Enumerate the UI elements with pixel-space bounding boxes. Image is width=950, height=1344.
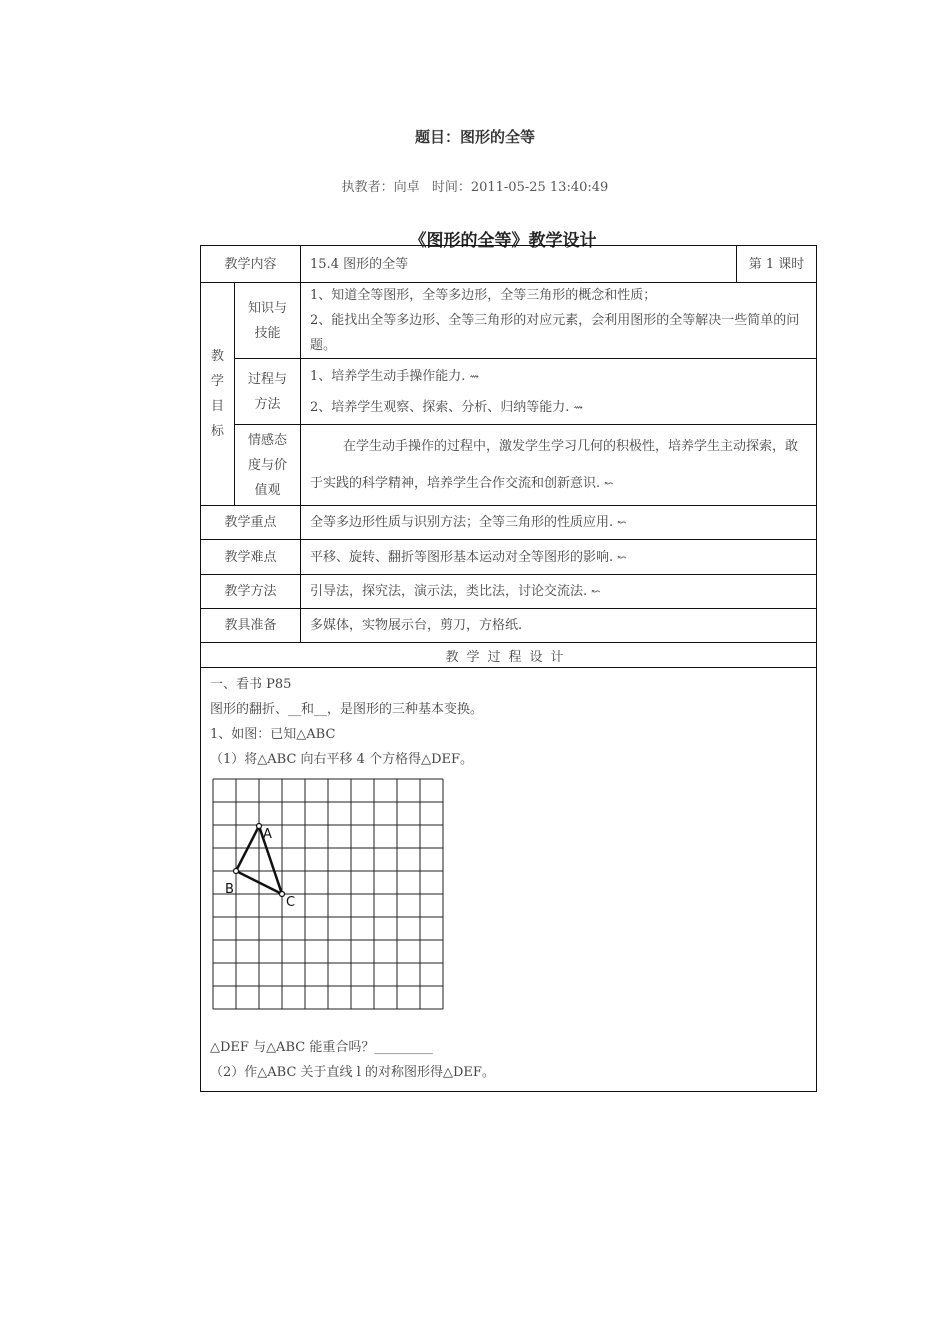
meta-line	[0, 176, 950, 195]
emotion-label: 情感态 度与价 值观	[235, 425, 301, 506]
process-line: （2）作△ABC 关于直线 l 的对称图形得△DEF。	[210, 1065, 495, 1080]
process-line: （1）将△ABC 向右平移 4 个方格得△DEF。	[210, 752, 473, 767]
process-label: 过程与 方法	[235, 359, 301, 425]
point-c	[280, 892, 285, 897]
knowledge-text: 1、知道全等图形，全等多边形，全等三角形的概念和性质； 2、能找出全等多边形、全等三角形的对应元素，会利用图形的全等解决一些简单的问题。	[301, 283, 817, 359]
paragraph-mark-icon: ⇝	[573, 400, 583, 414]
process-design-label: 教学过程设计	[201, 643, 817, 668]
lesson-number: 第 1 课时	[737, 246, 817, 283]
paragraph-mark-icon: ↜	[591, 585, 601, 598]
process-line: 图形的翻折、__和__，是图形的三种基本变换。	[210, 702, 484, 717]
grid-svg	[212, 778, 444, 1010]
label-b: B	[225, 882, 234, 897]
emotion-row	[201, 425, 817, 506]
grid-lines	[213, 779, 443, 1009]
document-title: 《图形的全等》教学设计	[409, 231, 597, 251]
time-label: 时间：2011-05-25 13:40:49	[431, 180, 609, 195]
content-label: 教学内容	[201, 246, 301, 283]
content-value: 15.4 图形的全等	[301, 246, 737, 283]
process-design-head-row	[201, 643, 817, 668]
label-c: C	[286, 895, 296, 910]
tools-row	[201, 609, 817, 643]
paragraph-mark-icon: ↜	[617, 516, 627, 529]
label-a: A	[263, 827, 272, 842]
process-design-row	[201, 668, 817, 1092]
process-line: △DEF 与△ABC 能重合吗？_________	[210, 1040, 433, 1055]
process-design-content	[201, 668, 817, 1092]
content-row	[201, 246, 817, 283]
paragraph-mark-icon: ↜	[617, 550, 627, 564]
emotion-text: 在学生动手操作的过程中，激发学生学习几何的积极性，培养学生主动探索，敢于实践的科学精神，培养学生合作交流和创新意识. ↜	[301, 425, 817, 506]
goal-label: 教 学 目 标	[201, 283, 235, 506]
point-a	[257, 824, 262, 829]
point-b	[234, 869, 239, 874]
author-label: 执教者：向卓	[341, 180, 420, 195]
tools-label: 教具准备	[201, 609, 301, 643]
process-line: 一、看书 P85	[210, 677, 292, 692]
method-row	[201, 575, 817, 609]
process-goal-row	[201, 359, 817, 425]
process-text: 1、培养学生动手操作能力. ⇝ 2、培养学生观察、探索、分析、归纳等能力. ⇝	[301, 359, 817, 425]
process-line: 1、如图：已知△ABC	[210, 727, 336, 742]
tools-text: 多媒体，实物展示台，剪刀，方格纸.	[301, 609, 817, 643]
knowledge-row	[201, 283, 817, 359]
difficulty-row	[201, 540, 817, 575]
paragraph-mark-icon: ⇝	[469, 369, 479, 383]
difficulty-text: 平移、旋转、翻折等图形基本运动对全等图形的影响. ↜	[301, 540, 817, 575]
square-grid-figure	[212, 778, 806, 1019]
lesson-plan-table	[200, 245, 817, 1092]
method-text: 引导法，探究法，演示法，类比法，讨论交流法. ↜	[301, 575, 817, 609]
key-label: 教学重点	[201, 506, 301, 540]
paragraph-mark-icon: ↜	[604, 477, 614, 490]
difficulty-label: 教学难点	[201, 540, 301, 575]
key-text: 全等多边形性质与识别方法；全等三角形的性质应用. ↜	[301, 506, 817, 540]
method-label: 教学方法	[201, 575, 301, 609]
key-row	[201, 506, 817, 540]
page-title: 题目：图形的全等	[414, 128, 535, 146]
knowledge-label: 知识与 技能	[235, 283, 301, 359]
